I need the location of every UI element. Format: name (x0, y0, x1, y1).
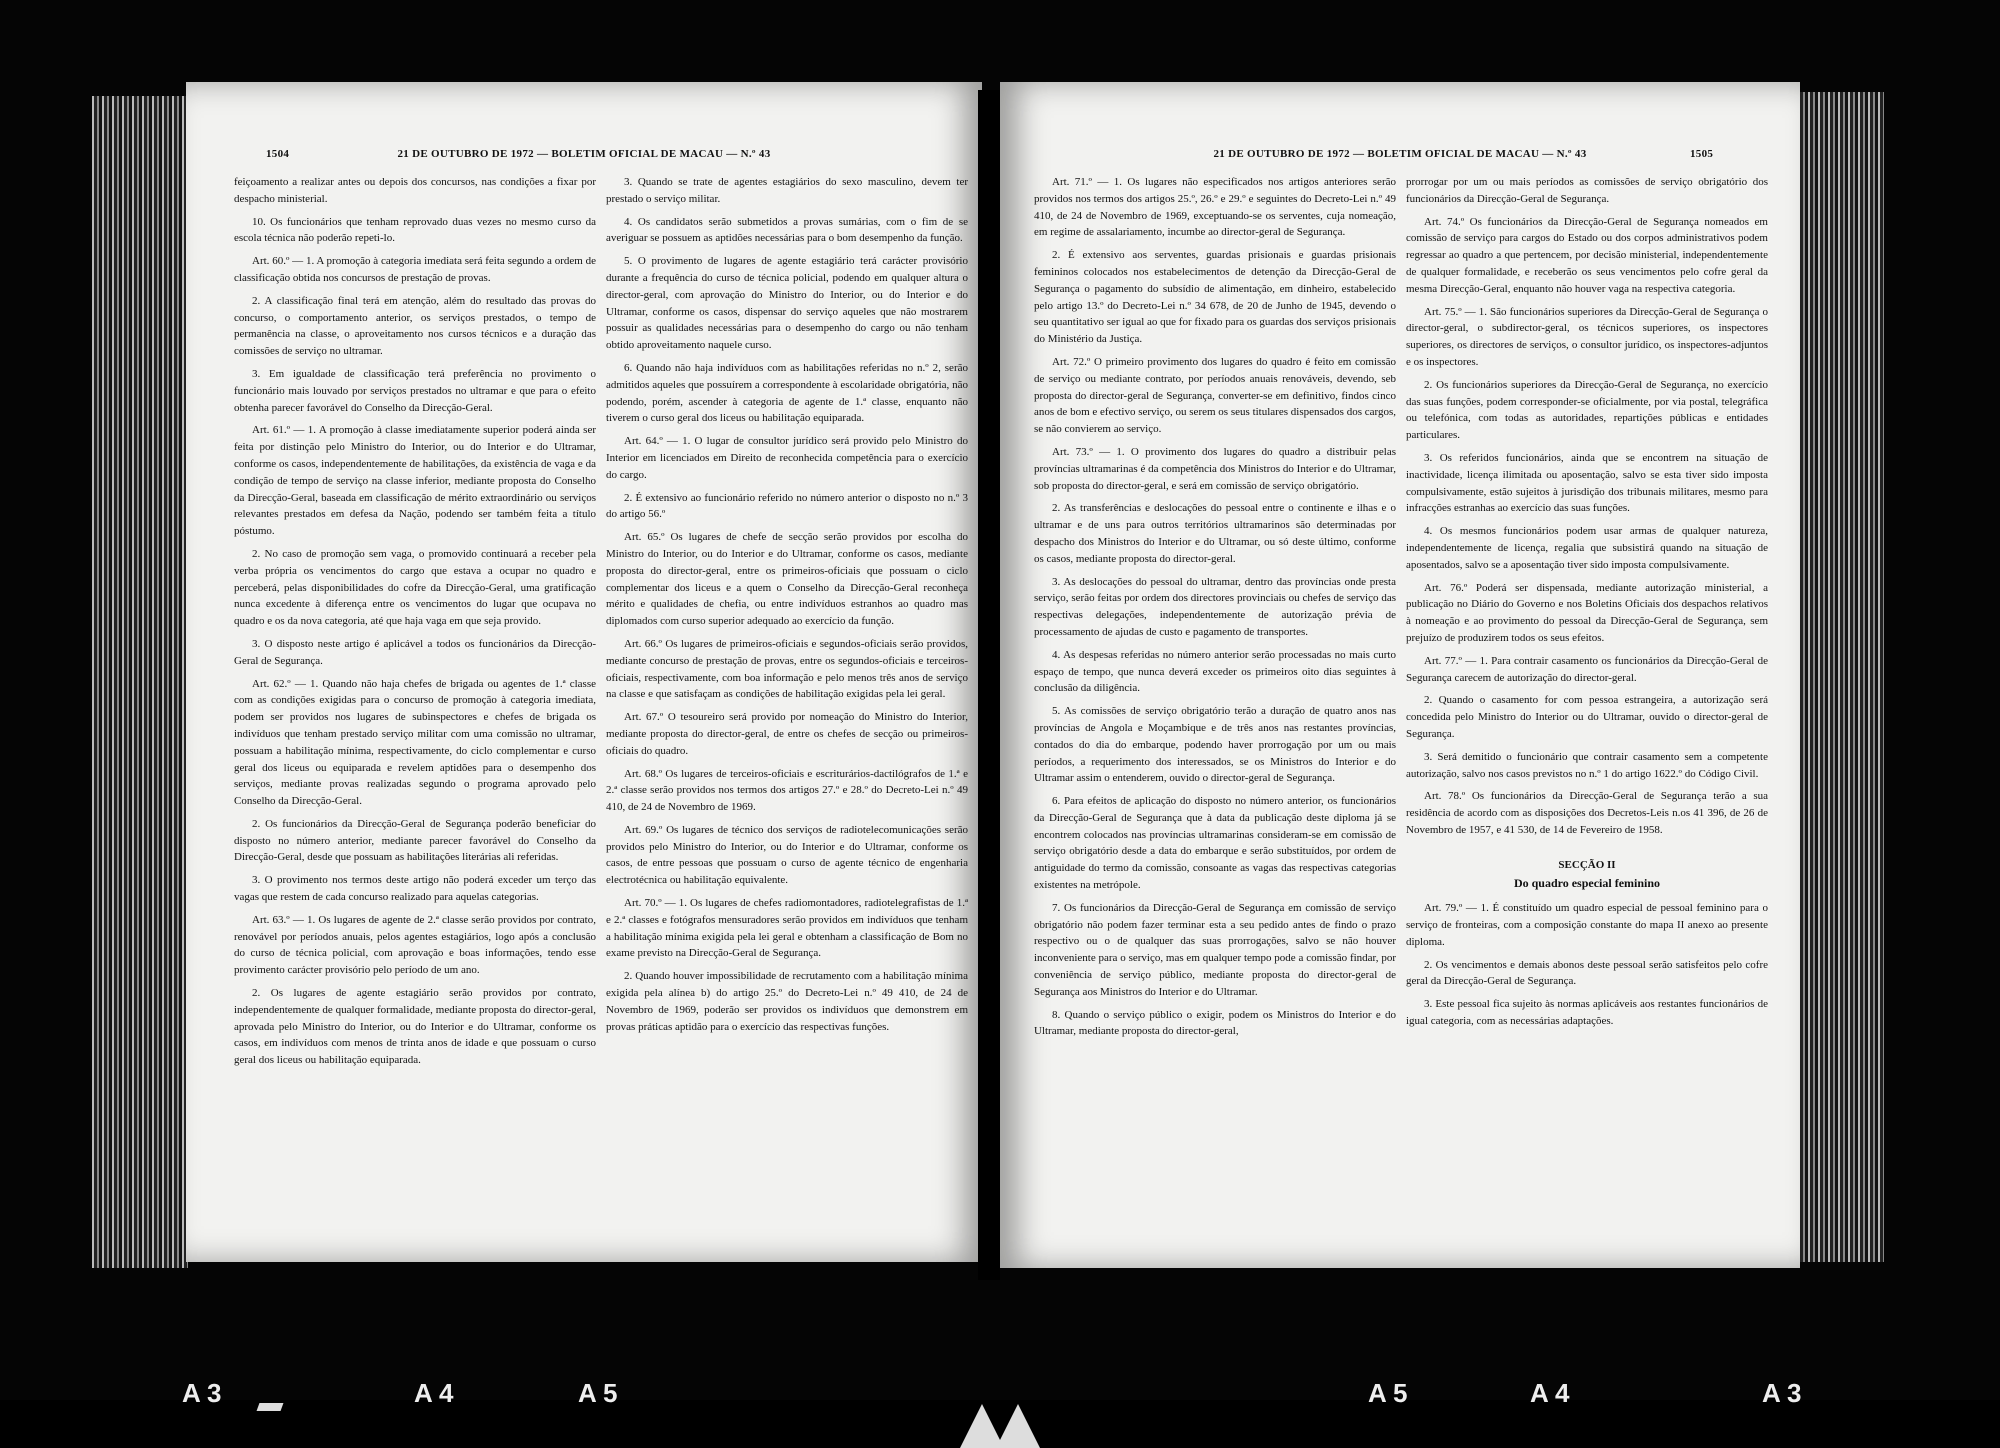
paragraph: 2. É extensivo aos serventes, guardas prisionais e guardas prisionais femininos colocados nos estabelecimentos de detenção da Direcção-Geral de Segurança o pagamento do subsídio de alimentação, em dinheiro, estabelecido pelo artigo 13.º do Decreto-Lei n.º 34 678, de 20 de Junho de 1945, devendo o seu quantitativo ser igual ao que for fixado para os guardas dos serviços prisionais do Ministério da Justiça. (1034, 249, 1396, 346)
paragraph: 3. O disposto neste artigo é aplicável a todos os funcionários da Direcção-Geral de Segurança. (234, 637, 596, 667)
paragraph: 3. O provimento nos termos deste artigo não poderá exceder um terço das vagas que restem de cada concurso realizado para aquelas categorias. (234, 874, 596, 904)
paragraph: 3. Os referidos funcionários, ainda que se encontrem na situação de inactividade, licença ilimitada ou aposentação, salvo se esta tiver sido imposta compulsivamente, estão sujeitos à jurisdição dos tribunais militares, mesmo para infracções estranhas ao exercício das suas funções. (1406, 451, 1768, 515)
left-column-2 (606, 174, 968, 1041)
paragraph: prorrogar por um ou mais períodos as comissões de serviço obrigatório dos funcionários da Direcção-Geral de Segurança. (1406, 176, 1768, 205)
left-page-edges (92, 96, 188, 1268)
paragraph: Art. 79.º — 1. É constituído um quadro especial de pessoal feminino para o serviço de fronteiras, com a composição constante do mapa II anexo ao presente diploma. (1406, 902, 1768, 948)
paragraph: Art. 74.º Os funcionários da Direcção-Geral de Segurança nomeados em comissão de serviço para cargos do Estado ou dos corpos administrativos podem regressar ao quadro a que pertencem, por decisão ministerial, independentemente de qualquer formalidade, e receberão os seus vencimentos pelo cofre geral da mesma Direcção-Geral, enquanto não houver vaga na respectiva categoria. (1406, 215, 1768, 295)
film-marker: A 5 (578, 1378, 618, 1408)
paragraph: Art. 64.º — 1. O lugar de consultor jurídico será provido pelo Ministro do Interior em licenciados em Direito de reconhecida competência para o exercício do cargo. (606, 435, 968, 481)
paragraph: 2. As transferências e deslocações do pessoal entre o continente e ilhas e o ultramar e de uns para outros territórios ultramarinos são determinadas por despacho dos Ministros do Interior e do Ultramar, ou só deste último, conforme os casos, mediante proposta do director-geral. (1034, 502, 1396, 565)
paragraph: 3. As deslocações do pessoal do ultramar, dentro das províncias onde presta serviço, serão feitas por ordem dos directores provinciais ou chefes de serviço das respectivas delegações, independentemente de autorização prévia de processamento de ajudas de custo e pagamento de transportes. (1034, 575, 1396, 638)
section-subheading: Do quadro especial feminino (1513, 876, 1661, 891)
paragraph: 8. Quando o serviço público o exigir, podem os Ministros do Interior e do Ultramar, mediante proposta do director-geral, (1034, 1008, 1396, 1038)
right-page-running-title: 21 DE OUTUBRO DE 1972 — BOLETIM OFICIAL DE MACAU — N.º 43 (1213, 148, 1587, 160)
paragraph: Art. 72.º O primeiro provimento dos lugares do quadro é feito em comissão de serviço ou mediante contrato, por períodos anuais renováveis, devendo, seb proposta do director-geral de Segurança, converter-se em definitivo, findos cinco anos de bom e efectivo serviço, ou serem os seus titulares dispensados dos cargos, se não convierem ao serviço. (1034, 355, 1396, 436)
paragraph: Art. 67.º O tesoureiro será provido por nomeação do Ministro do Interior, mediante proposta do director-geral, de entre os chefes de secção ou primeiros-oficiais do quadro. (606, 711, 968, 757)
film-center-notch (996, 1404, 1040, 1448)
paragraph: 4. Os mesmos funcionários podem usar armas de qualquer natureza, independentemente de licença, regalia que subsistirá quando na situação de aposentados, salvo se a aposentação tiver sido imposta compulsivamente. (1406, 525, 1768, 571)
paragraph: Art. 77.º — 1. Para contrair casamento os funcionários da Direcção-Geral de Segurança carecem de autorização do director-geral. (1406, 654, 1768, 684)
paragraph: 2. Os vencimentos e demais abonos deste pessoal serão satisfeitos pelo cofre geral da Direcção-Geral de Segurança. (1406, 958, 1768, 988)
left-page-running-title: 21 DE OUTUBRO DE 1972 — BOLETIM OFICIAL DE MACAU — N.º 43 (397, 148, 771, 160)
paragraph: Art. 62.º — 1. Quando não haja chefes de brigada ou agentes de 1.ª classe com as condições exigidas para o concurso de promoção à categoria imediata, podem ser providos nos lugares de subinspectores e chefes de brigada os indivíduos que tenham prestado serviço militar com uma comissão no ultramar, possuam a habilitação mínima, respectivamente, do ciclo complementar e curso geral dos liceus ou equiparada e revelem aptidões para o desempenho dos serviços, mediante provas realizadas segundo o programa aprovado pelo Conselho da Direcção-Geral. (234, 677, 596, 808)
paragraph: 10. Os funcionários que tenham reprovado duas vezes no mesmo curso da escola técnica não poderão repeti-lo. (234, 215, 596, 245)
paragraph: Art. 69.º Os lugares de técnico dos serviços de radiotelecomunicações serão providos pelo Ministro do Interior, ou do Interior e do Ultramar, conforme os casos, de entre pessoas que possuam o curso de agente técnico de engenharia electrotécnica ou habilitação equivalente. (606, 823, 968, 887)
right-page-number: 1505 (1690, 148, 1714, 160)
paragraph: Art. 76.º Poderá ser dispensada, mediante autorização ministerial, a publicação no Diário do Governo e nos Boletins Oficiais dos despachos relativos à nomeação e ao provimento do pessoal da Direcção-Geral de Segurança, sem prejuízo de produzirem todos os seus efeitos. (1406, 581, 1768, 644)
paragraph: Art. 66.º Os lugares de primeiros-oficiais e segundos-oficiais serão providos, mediante concurso de prestação de provas, entre os segundos-oficiais e terceiros-oficiais, respectivamente, com boa informação e pelo menos três anos de serviço na classe e que satisfaçam as condições de habilitação exigidas pela lei geral. (606, 637, 968, 701)
paragraph: Art. 63.º — 1. Os lugares de agente de 2.ª classe serão providos por contrato, renovável por períodos anuais, pelos agentes estagiários, logo após a conclusão do curso de técnica policial, com aprovação e boas informações, tendo esse provimento carácter provisório pelo período de um ano. (234, 913, 596, 977)
paragraph: Art. 75.º — 1. São funcionários superiores da Direcção-Geral de Segurança o director-geral, o subdirector-geral, os técnicos superiores, os inspectores superiores, os directores de serviços, o consultor jurídico, os inspectores-adjuntos e os inspectores. (1406, 305, 1768, 368)
film-marker: A 3 (182, 1378, 222, 1408)
paragraph: 6. Quando não haja indivíduos com as habilitações referidas no n.º 2, serão admitidos aqueles que possuírem a correspondente à escolaridade obrigatória, não podendo, porém, ascender à categoria de agente de 1.ª classe, enquanto não tiverem o curso geral dos liceus ou habilitação equiparada. (606, 361, 968, 425)
paragraph: 2. Quando houver impossibilidade de recrutamento com a habilitação mínima exigida pela alínea b) do artigo 25.º do Decreto-Lei n.º 49 410, de 24 de Novembro de 1969, poderão ser providos os indivíduos que demonstrem em provas práticas aptidão para o exercício das respectivas funções. (606, 970, 968, 1033)
film-marker: A 4 (1530, 1378, 1570, 1408)
film-marker: A 5 (1368, 1378, 1408, 1408)
paragraph: 3. Será demitido o funcionário que contrair casamento sem a competente autorização, salvo nos casos previstos no n.º 1 do artigo 1622.º do Código Civil. (1406, 750, 1768, 780)
paragraph: Art. 60.º — 1. A promoção à categoria imediata será feita segundo a ordem de classificação obtida nos concursos de prestação de provas. (234, 255, 596, 284)
paragraph: Art. 73.º — 1. O provimento dos lugares do quadro a distribuir pelas províncias ultramarinas é da competência dos Ministros do Interior e do Ultramar, sob proposta do director-geral, e será em comissão de serviço obrigatório. (1034, 445, 1396, 492)
paragraph: 3. Quando se trate de agentes estagiários do sexo masculino, devem ter prestado o serviço militar. (606, 176, 968, 205)
paragraph: 6. Para efeitos de aplicação do disposto no número anterior, os funcionários da Direcção-Geral de Segurança que à data da publicação deste diploma já se encontrem colocados nas províncias ultramarinas consideram-se em comissão de serviço obrigatório desde a data do embarque e serão substituídos, por ordem de antiguidade do termo da comissão, consoante as vagas das respectivas categorias existentes na metrópole. (1034, 795, 1396, 892)
film-tab-mark (257, 1403, 284, 1411)
paragraph: 2. Quando o casamento for com pessoa estrangeira, a autorização será concedida pelo Ministro do Interior ou do Ultramar, ouvido o director-geral de Segurança. (1406, 694, 1768, 740)
paragraph: 2. Os funcionários da Direcção-Geral de Segurança poderão beneficiar do disposto no número anterior, mediante parecer favorável do Conselho da Direcção-Geral, desde que possuam as habilitações literárias ali referidas. (234, 817, 596, 864)
paragraph: 5. As comissões de serviço obrigatório terão a duração de quatro anos nas províncias de Angola e Moçambique e de três anos nas restantes províncias, contados do dia do embarque, podendo haver prorrogação por um ou mais períodos, a requerimento dos interessados, se os Ministros do Interior e do Ultramar assim o entenderem, ouvido o director-geral de Segurança. (1034, 705, 1396, 785)
paragraph: 3. Em igualdade de classificação terá preferência no provimento o funcionário mais louvado por serviços prestados no ultramar e que para o efeito obtenha parecer favorável do Conselho da Direcção-Geral. (234, 367, 596, 414)
paragraph: 7. Os funcionários da Direcção-Geral de Segurança em comissão de serviço obrigatório não podem fazer terminar esta a seu pedido antes de findo o prazo respectivo ou o de qualquer das suas prorrogações, salvo se não houver inconveniente para o serviço, mas em qualquer tempo pode a comissão findar, por conveniência de serviço público, mediante proposta do director-geral de Segurança aos Ministros do Interior e do Ultramar. (1034, 901, 1396, 998)
left-page (186, 82, 982, 1262)
paragraph: 4. Os candidatos serão submetidos a provas sumárias, com o fim de se averiguar se possuem as aptidões necessárias para o bom desempenho da função. (606, 215, 968, 245)
paragraph: Art. 71.º — 1. Os lugares não especificados nos artigos anteriores serão providos nos termos dos artigos 25.º, 26.º e 29.º e seguintes do Decreto-Lei n.º 49 410, de 24 de Novembro de 1969, exceptuando-se os serventes, cuja nomeação, em regime de assalariamento, incumbe ao director-geral de Segurança. (1034, 176, 1396, 239)
film-marker: A 4 (414, 1378, 454, 1408)
paragraph: Art. 65.º Os lugares de chefe de secção serão providos por escolha do Ministro do Interior, ou do Interior e do Ultramar, conforme os casos, mediante proposta do director-geral, entre os primeiros-oficiais que possuam o ciclo complementar dos liceus e a quem o Conselho da Direcção-Geral reconheça mérito e qualidades de chefia, ou entre indivíduos estranhos ao quadro mas diplomados com curso superior adequado ao exercício da função. (606, 531, 968, 628)
right-column-2 (1406, 174, 1768, 1036)
paragraph: 2. A classificação final terá em atenção, além do resultado das provas do concurso, o comportamento anterior, os serviços prestados, o tempo de permanência na classe, o aproveitamento nos cursos técnicos e a duração das comissões de serviço no ultramar. (234, 294, 596, 358)
film-marker: A 3 (1762, 1378, 1802, 1408)
paragraph: Art. 61.º — 1. A promoção à classe imediatamente superior poderá ainda ser feita por distinção pelo Ministro do Interior, ou do Interior e do Ultramar, conforme os casos, independentemente de habilitações, da existência de vaga e da condição de tempo de serviço na classe inferior, mediante proposta do Conselho da Direcção-Geral, baseada em classificação de mérito extraordinário ou serviços relevantes prestados em defesa da Nação, podendo ser também feita a título póstumo. (234, 424, 596, 538)
right-page-edges (1798, 92, 1884, 1262)
paragraph: Art. 78.º Os funcionários da Direcção-Geral de Segurança terão a sua residência de acordo com as disposições dos Decretos-Leis n.os 41 396, de 26 de Novembro de 1957, e 41 530, de 14 de Fevereiro de 1958. (1406, 790, 1768, 836)
paragraph: 2. No caso de promoção sem vaga, o promovido continuará a receber pela verba própria os vencimentos do cargo que estava a ocupar no quadro e perceberá, pelas disponibilidades do cofre da Direcção-Geral, uma gratificação nunca excedente à diferença entre os vencimentos do lugar que ocupava no quadro e os da nova categoria, até que haja vaga em que seja provido. (234, 547, 596, 628)
paragraph: 4. As despesas referidas no número anterior serão processadas no mais curto espaço de tempo, que nunca deverá exceder os primeiros oito dias seguintes à conclusão da diligência. (1034, 648, 1396, 695)
paragraph: Art. 68.º Os lugares de terceiros-oficiais e escriturários-dactilógrafos de 1.ª e 2.ª classe serão providos nos termos dos artigos 27.º e 28.º do Decreto-Lei n.º 49 410, de 24 de Novembro de 1969. (606, 767, 968, 814)
paragraph: 2. Os funcionários superiores da Direcção-Geral de Segurança, no exercício das suas funções, podem corresponder-se oficialmente, por via postal, telegráfica ou telefónica, com todas as autoridades, repartições públicas e entidades particulares. (1406, 378, 1768, 442)
left-page-number: 1504 (266, 148, 290, 160)
paragraph: Art. 70.º — 1. Os lugares de chefes radiomontadores, radiotelegrafistas de 1.ª e 2.ª classes e fotógrafos mensuradores serão providos em indivíduos que tenham a habilitação mínima exigida pela lei geral e obtenham a classificação de Bom no exame previsto na Direcção-Geral de Segurança. (606, 897, 968, 960)
paragraph: feiçoamento a realizar antes ou depois dos concursos, nas condições a fixar por despacho ministerial. (234, 176, 596, 205)
paragraph: 2. É extensivo ao funcionário referido no número anterior o disposto no n.º 3 do artigo 56.º (606, 491, 968, 521)
paragraph: 5. O provimento de lugares de agente estagiário terá carácter provisório durante a frequência do curso de técnica policial, podendo em qualquer altura o director-geral, com aprovação do Ministro do Interior, ou do Interior e do Ultramar, conforme os casos, dispensar do serviço aqueles que não mostrarem possuir as qualidades necessárias para o desempenho do cargo ou não tenham obtido aproveitamento naquele curso. (606, 255, 968, 352)
right-column-1 (1034, 174, 1396, 1046)
book-gutter (978, 90, 1000, 1280)
right-page (1000, 82, 1800, 1268)
paragraph: 3. Este pessoal fica sujeito às normas aplicáveis aos restantes funcionários de igual categoria, com as necessárias adaptações. (1406, 998, 1768, 1028)
section-heading: SECÇÃO II (1558, 858, 1616, 871)
left-column-1 (234, 174, 596, 1075)
paragraph: 2. Os lugares de agente estagiário serão providos por contrato, independentemente de qualquer formalidade, mediante proposta do director-geral, aprovada pelo Ministro do Interior, ou do Interior e do Ultramar, conforme os casos, em indivíduos com menos de trinta anos de idade e que possuam o curso geral dos liceus ou habilitação equiparada. (234, 987, 596, 1067)
